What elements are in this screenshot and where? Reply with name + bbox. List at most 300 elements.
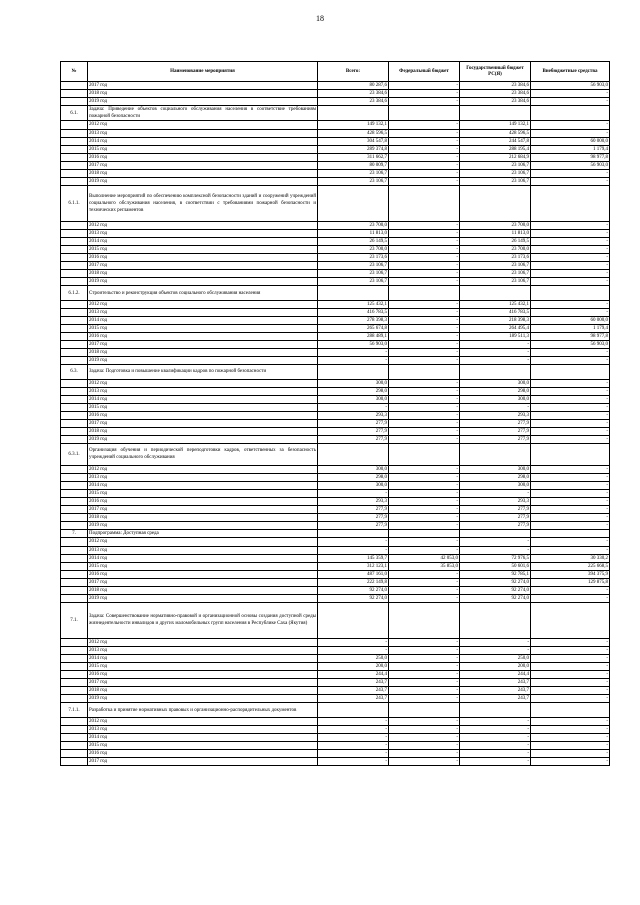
row-external: - xyxy=(531,178,610,186)
row-external: 98 977,8 xyxy=(531,153,610,161)
row-state: 50 601,6 xyxy=(460,562,531,570)
row-external: - xyxy=(531,654,610,662)
row-state: 23 700,0 xyxy=(460,221,531,229)
row-state: 26 149,5 xyxy=(460,237,531,245)
row-total: 288 489,1 xyxy=(318,333,389,341)
row-name: 2019 год xyxy=(88,178,318,186)
row-state: 149 132,1 xyxy=(460,121,531,129)
row-total: 293,3 xyxy=(318,498,389,506)
row-federal: - xyxy=(389,145,460,153)
row-external: - xyxy=(531,481,610,489)
row-external: - xyxy=(531,465,610,473)
table-row xyxy=(61,324,610,332)
row-number xyxy=(61,679,88,687)
row-federal: - xyxy=(389,717,460,725)
row-name: Задача: Совершенствование нормативно-правовой и организационной основы создания доступной среды жизнедеятельности инвалидов и других маломобильных групп населения в Республике Саха (Якутия) xyxy=(88,603,318,639)
row-state: 92 274,0 xyxy=(460,578,531,586)
row-total: 243,7 xyxy=(318,687,389,695)
row-state: 23 106,7 xyxy=(460,170,531,178)
row-federal: - xyxy=(389,170,460,178)
table-row xyxy=(61,237,610,245)
row-total: 265 674,8 xyxy=(318,324,389,332)
row-federal: - xyxy=(389,262,460,270)
row-number xyxy=(61,554,88,562)
row-number xyxy=(61,379,88,387)
table-row xyxy=(61,646,610,654)
row-federal: - xyxy=(389,538,460,546)
row-state: 277,9 xyxy=(460,506,531,514)
row-external: 56 903,0 xyxy=(531,82,610,90)
row-total: 11 813,0 xyxy=(318,229,389,237)
row-federal: - xyxy=(389,121,460,129)
row-number xyxy=(61,129,88,137)
row-name: 2018 год xyxy=(88,514,318,522)
row-number xyxy=(61,514,88,522)
row-number xyxy=(61,262,88,270)
row-state: 23 106,7 xyxy=(460,161,531,169)
row-external: - xyxy=(531,473,610,481)
row-number xyxy=(61,349,88,357)
header-external: Внебюджетные средства xyxy=(531,62,610,82)
table-row xyxy=(61,357,610,365)
row-federal: - xyxy=(389,420,460,428)
table-row xyxy=(61,671,610,679)
row-federal: - xyxy=(389,638,460,646)
row-name: 2019 год xyxy=(88,357,318,365)
row-federal: - xyxy=(389,129,460,137)
row-name: 2019 год xyxy=(88,522,318,530)
row-state: 23 700,0 xyxy=(460,246,531,254)
row-state: 23 384,6 xyxy=(460,98,531,106)
row-external: - xyxy=(531,90,610,98)
row-federal: - xyxy=(389,403,460,411)
row-name: 2018 год xyxy=(88,90,318,98)
row-federal xyxy=(389,186,460,222)
row-federal: - xyxy=(389,679,460,687)
table-row xyxy=(61,654,610,662)
row-name: 2012 год xyxy=(88,538,318,546)
row-federal: - xyxy=(389,254,460,262)
row-number xyxy=(61,170,88,178)
row-federal: - xyxy=(389,300,460,308)
table-row xyxy=(61,395,610,403)
row-name: 2019 год xyxy=(88,278,318,286)
row-total xyxy=(318,286,389,300)
row-state xyxy=(460,106,531,121)
row-number: 6.1. xyxy=(61,106,88,121)
row-number xyxy=(61,436,88,444)
row-federal: - xyxy=(389,489,460,497)
row-number xyxy=(61,278,88,286)
row-federal: - xyxy=(389,137,460,145)
table-row xyxy=(61,229,610,237)
row-name: 2017 год xyxy=(88,82,318,90)
row-external: - xyxy=(531,587,610,595)
row-number: 6.3.1. xyxy=(61,444,88,465)
row-name: Подпрограмма: Доступная среда xyxy=(88,530,318,538)
row-state: - xyxy=(460,750,531,758)
row-number xyxy=(61,465,88,473)
row-federal: - xyxy=(389,411,460,419)
row-total: - xyxy=(318,357,389,365)
row-total: - xyxy=(318,725,389,733)
row-number xyxy=(61,333,88,341)
row-external: 56 903,0 xyxy=(531,341,610,349)
row-federal: - xyxy=(389,178,460,186)
row-total: 149 132,1 xyxy=(318,121,389,129)
row-external: - xyxy=(531,229,610,237)
table-row xyxy=(61,246,610,254)
row-total: 277,9 xyxy=(318,420,389,428)
row-state: 300,0 xyxy=(460,481,531,489)
row-number xyxy=(61,725,88,733)
table-row xyxy=(61,286,610,300)
row-external: 225 668,5 xyxy=(531,562,610,570)
row-name: 2017 год xyxy=(88,758,318,766)
row-state xyxy=(460,444,531,465)
row-federal: - xyxy=(389,229,460,237)
table-row xyxy=(61,663,610,671)
row-federal: - xyxy=(389,436,460,444)
header-name: Наименование мероприятия xyxy=(88,62,318,82)
row-external: - xyxy=(531,514,610,522)
row-external: 60 000,0 xyxy=(531,316,610,324)
table-row xyxy=(61,587,610,595)
row-total: - xyxy=(318,546,389,554)
row-federal: - xyxy=(389,506,460,514)
row-external: - xyxy=(531,121,610,129)
row-total: 300,0 xyxy=(318,481,389,489)
row-state: 277,9 xyxy=(460,436,531,444)
row-state: - xyxy=(460,357,531,365)
row-state: 250,0 xyxy=(460,654,531,662)
row-state: 243,7 xyxy=(460,687,531,695)
row-federal: - xyxy=(389,522,460,530)
row-total: 416 783,5 xyxy=(318,308,389,316)
row-state: 23 106,7 xyxy=(460,278,531,286)
row-external: - xyxy=(531,758,610,766)
table-row xyxy=(61,546,610,554)
row-name: 2019 год xyxy=(88,436,318,444)
row-name: 2012 год xyxy=(88,717,318,725)
row-federal xyxy=(389,106,460,121)
header-state: Государственный бюджет РС(Я) xyxy=(460,62,531,82)
table-row xyxy=(61,473,610,481)
table-row xyxy=(61,420,610,428)
row-number xyxy=(61,522,88,530)
row-state: 200,0 xyxy=(460,663,531,671)
row-federal: - xyxy=(389,308,460,316)
row-total: - xyxy=(318,733,389,741)
row-number xyxy=(61,221,88,229)
row-total: 92 274,0 xyxy=(318,587,389,595)
row-total xyxy=(318,603,389,639)
row-total: 23 106,7 xyxy=(318,178,389,186)
row-name: 2016 год xyxy=(88,254,318,262)
row-number xyxy=(61,137,88,145)
row-name: 2019 год xyxy=(88,98,318,106)
row-number xyxy=(61,161,88,169)
table-row xyxy=(61,387,610,395)
row-federal: - xyxy=(389,750,460,758)
row-federal: - xyxy=(389,333,460,341)
row-total xyxy=(318,106,389,121)
row-name: 2019 год xyxy=(88,695,318,703)
row-total: 293,3 xyxy=(318,411,389,419)
row-total: 277,9 xyxy=(318,506,389,514)
row-number xyxy=(61,663,88,671)
row-total: 23 700,0 xyxy=(318,246,389,254)
row-federal: - xyxy=(389,687,460,695)
row-number xyxy=(61,595,88,603)
row-number xyxy=(61,481,88,489)
row-state: 277,9 xyxy=(460,522,531,530)
row-total: 300,0 xyxy=(318,395,389,403)
table-row xyxy=(61,121,610,129)
row-name: 2016 год xyxy=(88,411,318,419)
row-state: 218 398,3 xyxy=(460,316,531,324)
row-federal: - xyxy=(389,246,460,254)
row-name: Задача: Подготовка и повышение квалификации кадров по пожарной безопасности xyxy=(88,365,318,379)
header-no: № xyxy=(61,62,88,82)
table-row xyxy=(61,506,610,514)
row-external: - xyxy=(531,671,610,679)
row-external: - xyxy=(531,436,610,444)
row-federal: - xyxy=(389,725,460,733)
table-row xyxy=(61,481,610,489)
table-header-row xyxy=(61,62,610,82)
row-external: 56 903,0 xyxy=(531,161,610,169)
row-federal: - xyxy=(389,379,460,387)
row-state xyxy=(460,603,531,639)
row-name: 2013 год xyxy=(88,546,318,554)
row-state: 277,9 xyxy=(460,514,531,522)
row-federal: - xyxy=(389,570,460,578)
row-total: - xyxy=(318,750,389,758)
row-total: 278 398,3 xyxy=(318,316,389,324)
row-external: 60 000,0 xyxy=(531,137,610,145)
row-external: - xyxy=(531,538,610,546)
table-row xyxy=(61,465,610,473)
row-total xyxy=(318,530,389,538)
row-total: 23 700,0 xyxy=(318,221,389,229)
row-federal: - xyxy=(389,98,460,106)
row-number xyxy=(61,741,88,749)
row-state: 428 596,5 xyxy=(460,129,531,137)
row-name: 2017 год xyxy=(88,341,318,349)
row-number xyxy=(61,254,88,262)
table-row xyxy=(61,411,610,419)
row-name: 2012 год xyxy=(88,638,318,646)
row-total: 277,9 xyxy=(318,514,389,522)
row-state: 300,0 xyxy=(460,395,531,403)
table-row xyxy=(61,221,610,229)
row-name: 2016 год xyxy=(88,750,318,758)
row-number xyxy=(61,538,88,546)
table-row xyxy=(61,603,610,639)
row-name: 2015 год xyxy=(88,741,318,749)
row-name: 2012 год xyxy=(88,300,318,308)
row-name: 2012 год xyxy=(88,465,318,473)
row-total: 243,7 xyxy=(318,679,389,687)
row-external: - xyxy=(531,237,610,245)
row-federal: - xyxy=(389,654,460,662)
row-state: - xyxy=(460,741,531,749)
row-total: 23 106,7 xyxy=(318,270,389,278)
table-row xyxy=(61,254,610,262)
row-federal: - xyxy=(389,349,460,357)
row-state xyxy=(460,365,531,379)
row-name: 2016 год xyxy=(88,153,318,161)
row-number xyxy=(61,671,88,679)
row-state: 23 106,7 xyxy=(460,262,531,270)
row-external: - xyxy=(531,646,610,654)
row-state: - xyxy=(460,646,531,654)
row-name: 2014 год xyxy=(88,481,318,489)
row-external: - xyxy=(531,522,610,530)
row-name: 2017 год xyxy=(88,262,318,270)
row-number xyxy=(61,733,88,741)
row-external: - xyxy=(531,679,610,687)
row-federal: - xyxy=(389,357,460,365)
row-total: - xyxy=(318,717,389,725)
row-external: - xyxy=(531,349,610,357)
row-state: 298,0 xyxy=(460,387,531,395)
row-state: 277,9 xyxy=(460,420,531,428)
row-total: 92 274,0 xyxy=(318,595,389,603)
row-number xyxy=(61,403,88,411)
row-number xyxy=(61,506,88,514)
row-state: - xyxy=(460,758,531,766)
row-state: 288 195,4 xyxy=(460,145,531,153)
row-name: 2018 год xyxy=(88,687,318,695)
row-external: 394 375,9 xyxy=(531,570,610,578)
row-number xyxy=(61,562,88,570)
row-state: - xyxy=(460,349,531,357)
row-total: 23 106,7 xyxy=(318,262,389,270)
row-state: 243,7 xyxy=(460,695,531,703)
row-total: 277,9 xyxy=(318,522,389,530)
row-number xyxy=(61,90,88,98)
row-total: 80 287,6 xyxy=(318,82,389,90)
row-number xyxy=(61,428,88,436)
row-state: 125 432,1 xyxy=(460,300,531,308)
table-row xyxy=(61,578,610,586)
row-federal xyxy=(389,603,460,639)
row-total: 222 149,8 xyxy=(318,578,389,586)
row-number xyxy=(61,178,88,186)
row-external: - xyxy=(531,506,610,514)
row-total: 300,0 xyxy=(318,465,389,473)
row-total: - xyxy=(318,538,389,546)
row-federal: 35 853,0 xyxy=(389,562,460,570)
table-row xyxy=(61,137,610,145)
row-federal: - xyxy=(389,90,460,98)
row-state: 293,3 xyxy=(460,411,531,419)
row-state: - xyxy=(460,489,531,497)
row-name: Организация обучения и периодической переподготовки кадров, ответственных за безопасность учреждений социального обслуживания xyxy=(88,444,318,465)
row-number xyxy=(61,145,88,153)
row-number xyxy=(61,395,88,403)
row-external: 30 330,2 xyxy=(531,554,610,562)
header-federal: Федеральный бюджет xyxy=(389,62,460,82)
row-number: 6.3. xyxy=(61,365,88,379)
row-name: 2015 год xyxy=(88,663,318,671)
row-external xyxy=(531,603,610,639)
row-external: - xyxy=(531,270,610,278)
table-row xyxy=(61,278,610,286)
row-number xyxy=(61,750,88,758)
row-external: - xyxy=(531,663,610,671)
row-total: - xyxy=(318,489,389,497)
table-row xyxy=(61,530,610,538)
row-total: - xyxy=(318,741,389,749)
row-name: 2015 год xyxy=(88,403,318,411)
row-number xyxy=(61,587,88,595)
table-row xyxy=(61,90,610,98)
row-federal: - xyxy=(389,671,460,679)
row-state: 264 495,4 xyxy=(460,324,531,332)
row-number xyxy=(61,387,88,395)
row-federal: - xyxy=(389,733,460,741)
row-name: 2017 год xyxy=(88,578,318,586)
row-total: 244,4 xyxy=(318,671,389,679)
table-row xyxy=(61,570,610,578)
row-total: 298,0 xyxy=(318,473,389,481)
row-total: 125 432,1 xyxy=(318,300,389,308)
table-row xyxy=(61,687,610,695)
table-row xyxy=(61,341,610,349)
table-row xyxy=(61,161,610,169)
row-external: 1 179,4 xyxy=(531,324,610,332)
row-name: 2013 год xyxy=(88,473,318,481)
table-row xyxy=(61,638,610,646)
row-federal: - xyxy=(389,465,460,473)
row-federal xyxy=(389,703,460,717)
row-name: 2012 год xyxy=(88,121,318,129)
row-number xyxy=(61,300,88,308)
row-number: 6.1.2. xyxy=(61,286,88,300)
row-state: - xyxy=(460,403,531,411)
row-name: 2014 год xyxy=(88,395,318,403)
table-row xyxy=(61,428,610,436)
row-total: - xyxy=(318,638,389,646)
row-name: 2012 год xyxy=(88,379,318,387)
budget-table xyxy=(60,61,610,766)
table-row xyxy=(61,436,610,444)
row-name: 2015 год xyxy=(88,145,318,153)
table-row xyxy=(61,365,610,379)
row-federal: - xyxy=(389,221,460,229)
row-state: - xyxy=(460,638,531,646)
row-name: 2016 год xyxy=(88,671,318,679)
row-total: 80 009,7 xyxy=(318,161,389,169)
table-row xyxy=(61,106,610,121)
row-state: - xyxy=(460,341,531,349)
row-state: 300,0 xyxy=(460,465,531,473)
row-name: Выполнение мероприятий по обеспечению комплексной безопасности зданий и сооружений учреждений социального обслуживания населения, в соответствии с требованиями пожарной безопасности и технических регламентов xyxy=(88,186,318,222)
row-external: - xyxy=(531,489,610,497)
row-federal: - xyxy=(389,663,460,671)
row-number: 7.1. xyxy=(61,603,88,639)
row-federal: 42 053,0 xyxy=(389,554,460,562)
table-row xyxy=(61,758,610,766)
row-name: 2017 год xyxy=(88,420,318,428)
row-federal: - xyxy=(389,498,460,506)
row-state: - xyxy=(460,725,531,733)
row-total xyxy=(318,703,389,717)
table-row xyxy=(61,186,610,222)
